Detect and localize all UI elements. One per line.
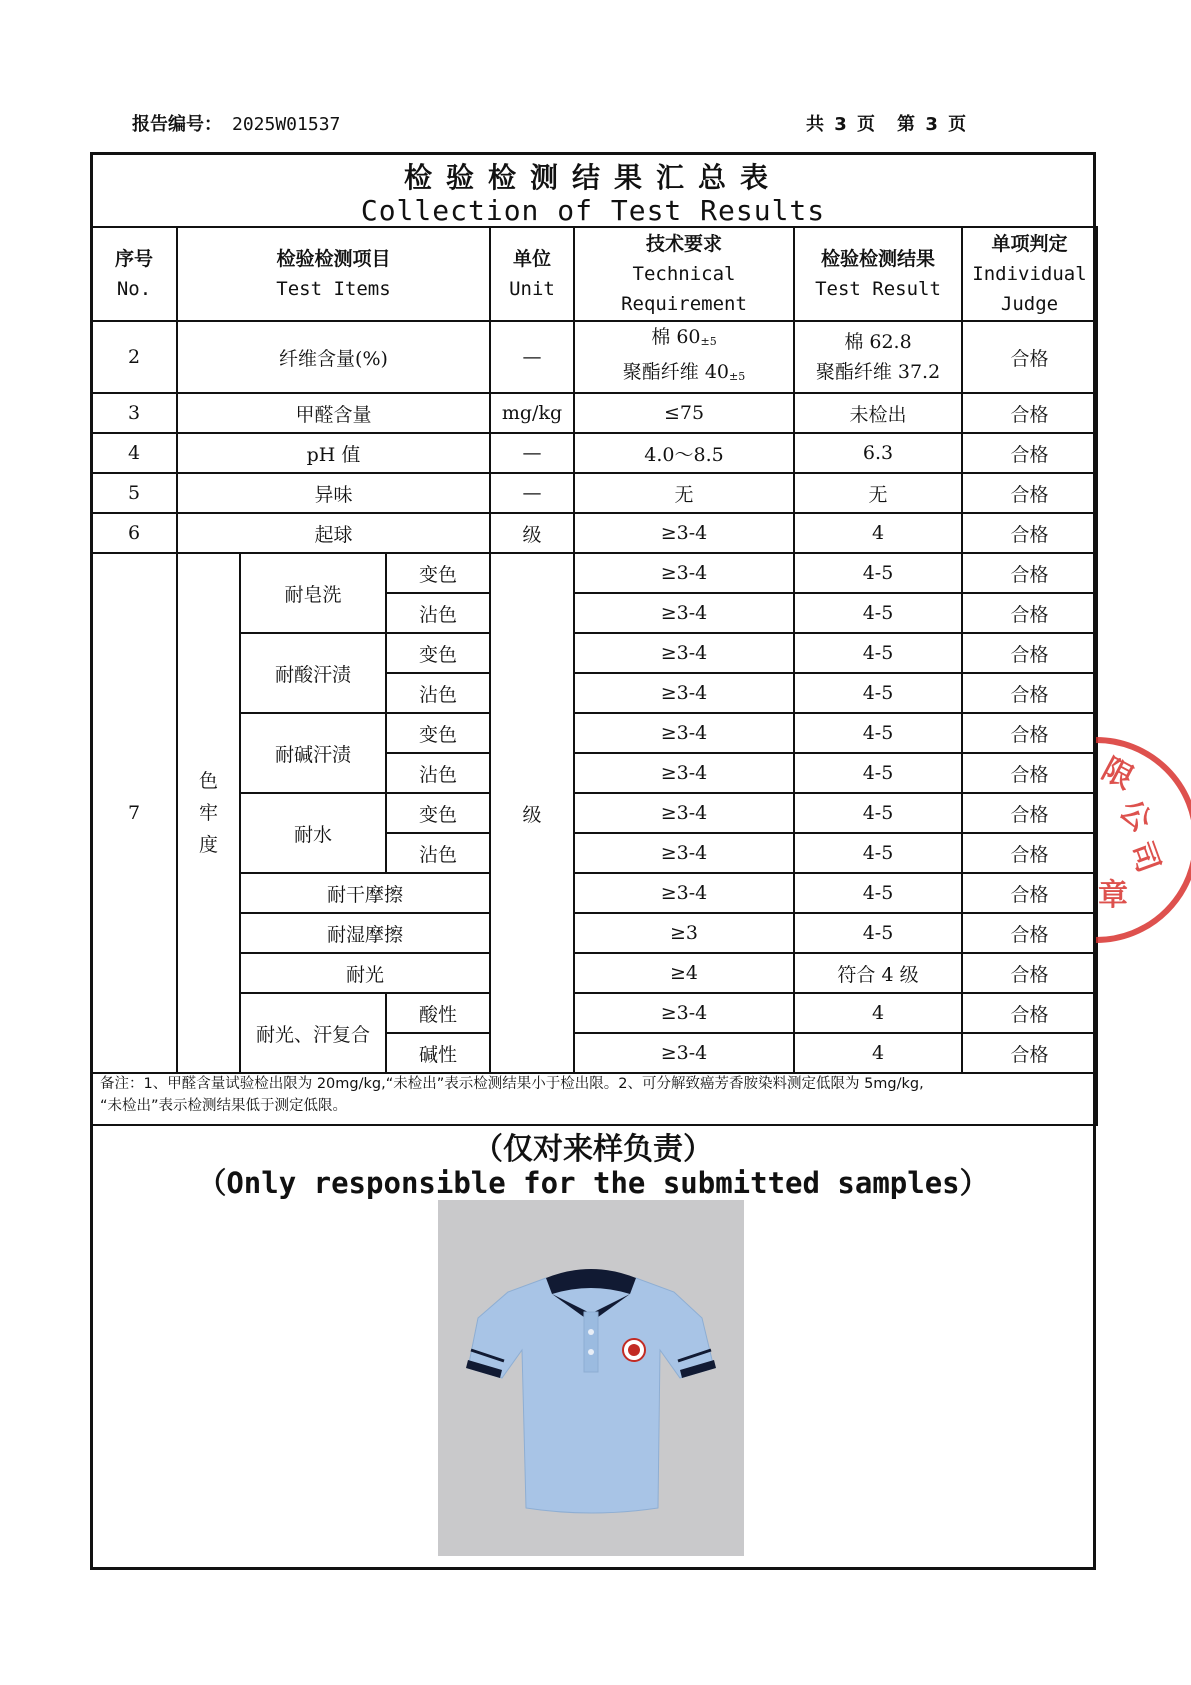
results-table [90, 226, 1098, 1126]
row-unit: 级 [490, 553, 574, 1073]
row-requirement: ≥3-4 [574, 713, 794, 753]
row-unit: 级 [490, 513, 574, 553]
report-number-label: 报告编号： [132, 114, 222, 135]
row-subitem: 变色 [386, 553, 490, 593]
table-row [91, 993, 1097, 1033]
responsibility-statement-en: （Only responsible for the submitted samples） [197, 1166, 989, 1200]
table-row [91, 713, 1097, 753]
row-judge: 合格 [962, 321, 1097, 393]
row-result: 4-5 [794, 673, 962, 713]
row-result: 4 [794, 1033, 962, 1073]
row-requirement: ≥3-4 [574, 793, 794, 833]
row-judge: 合格 [962, 753, 1097, 793]
row-judge: 合格 [962, 713, 1097, 753]
row-requirement: ≥3-4 [574, 593, 794, 633]
row-item: 耐皂洗 [240, 553, 386, 633]
row-item: pH 值 [177, 433, 490, 473]
row-judge: 合格 [962, 673, 1097, 713]
row-judge: 合格 [962, 833, 1097, 873]
title-en: Collection of Test Results [360, 194, 826, 227]
row-unit: — [490, 473, 574, 513]
row-judge: 合格 [962, 393, 1097, 433]
row-requirement: ≥3-4 [574, 833, 794, 873]
row-judge: 合格 [962, 913, 1097, 953]
row-requirement: ≥3-4 [574, 993, 794, 1033]
row-item: 异味 [177, 473, 490, 513]
row-judge: 合格 [962, 1033, 1097, 1073]
svg-text:司: 司 [1122, 837, 1167, 878]
row-no: 5 [91, 473, 177, 513]
row-result: 无 [794, 473, 962, 513]
row-item: 耐光 [240, 953, 490, 993]
row-judge: 合格 [962, 593, 1097, 633]
row-no: 6 [91, 513, 177, 553]
row-result: 4-5 [794, 593, 962, 633]
row-unit: mg/kg [490, 393, 574, 433]
row-requirement: ≥3-4 [574, 633, 794, 673]
table-row [91, 321, 1097, 393]
table-row [91, 433, 1097, 473]
row-result: 4-5 [794, 553, 962, 593]
row-unit: — [490, 321, 574, 393]
row-result: 4-5 [794, 873, 962, 913]
row-judge: 合格 [962, 433, 1097, 473]
row-requirement: 棉 60±5 聚酯纤维 40±5 [574, 321, 794, 393]
row-requirement: 4.0～8.5 [574, 433, 794, 473]
row-subitem: 变色 [386, 633, 490, 673]
row-item: 耐干摩擦 [240, 873, 490, 913]
row-result: 4-5 [794, 793, 962, 833]
svg-text:公: 公 [1112, 793, 1159, 840]
row-judge: 合格 [962, 953, 1097, 993]
table-row [91, 513, 1097, 553]
row-result: 4 [794, 993, 962, 1033]
table-header-row [91, 227, 1097, 321]
row-judge: 合格 [962, 793, 1097, 833]
row-judge: 合格 [962, 513, 1097, 553]
row-item: 耐碱汗渍 [240, 713, 386, 793]
row-result: 6.3 [794, 433, 962, 473]
table-row [91, 873, 1097, 913]
row-requirement: ≥3-4 [574, 673, 794, 713]
row-item: 耐湿摩擦 [240, 913, 490, 953]
row-requirement: ≥3-4 [574, 513, 794, 553]
row-result: 4-5 [794, 913, 962, 953]
row-result: 4-5 [794, 633, 962, 673]
row-requirement: ≤75 [574, 393, 794, 433]
row-requirement: ≥4 [574, 953, 794, 993]
row-requirement: ≥3-4 [574, 553, 794, 593]
row-item: 耐光、汗复合 [240, 993, 386, 1073]
row-no: 3 [91, 393, 177, 433]
svg-text:章: 章 [1098, 878, 1128, 913]
col-header-unit: 单位 Unit [490, 227, 574, 321]
title-cn: 检验检测结果汇总表 [403, 161, 782, 194]
row-result: 棉 62.8 聚酯纤维 37.2 [794, 321, 962, 393]
svg-text:限: 限 [1096, 751, 1140, 797]
colorfastness-group-label: 色 牢 度 [177, 553, 240, 1073]
row-result: 4-5 [794, 753, 962, 793]
row-requirement: 无 [574, 473, 794, 513]
row-judge: 合格 [962, 873, 1097, 913]
row-subitem: 沾色 [386, 673, 490, 713]
row-requirement: ≥3-4 [574, 753, 794, 793]
row-subitem: 沾色 [386, 593, 490, 633]
notes-line-1: 备注：1、甲醛含量试验检出限为 20mg/kg,“未检出”表示检测结果小于检出限。2、可分解致癌芳香胺染料测定低限为 5mg/kg, [100, 1076, 924, 1092]
row-result: 4-5 [794, 713, 962, 753]
report-number [132, 110, 340, 136]
company-seal [1096, 735, 1191, 945]
notes [100, 1073, 1090, 1117]
row-subitem: 沾色 [386, 753, 490, 793]
col-header-no: 序号 No. [91, 227, 177, 321]
row-subitem: 沾色 [386, 833, 490, 873]
row-subitem: 变色 [386, 713, 490, 753]
row-item: 耐水 [240, 793, 386, 873]
row-judge: 合格 [962, 993, 1097, 1033]
row-requirement: ≥3-4 [574, 873, 794, 913]
row-result: 4-5 [794, 833, 962, 873]
row-subitem: 变色 [386, 793, 490, 833]
table-row [91, 793, 1097, 833]
row-no: 7 [91, 553, 177, 1073]
row-result: 未检出 [794, 393, 962, 433]
table-row [91, 633, 1097, 673]
table-row [91, 473, 1097, 513]
row-requirement: ≥3 [574, 913, 794, 953]
col-header-item: 检验检测项目 Test Items [177, 227, 490, 321]
report-number-value: 2025W01537 [232, 114, 341, 135]
row-no: 4 [91, 433, 177, 473]
row-item: 甲醛含量 [177, 393, 490, 433]
row-result: 符合 4 级 [794, 953, 962, 993]
col-header-result: 检验检测结果 Test Result [794, 227, 962, 321]
row-judge: 合格 [962, 553, 1097, 593]
row-unit: — [490, 433, 574, 473]
row-judge: 合格 [962, 473, 1097, 513]
row-judge: 合格 [962, 633, 1097, 673]
row-subitem: 酸性 [386, 993, 490, 1033]
table-row [91, 913, 1097, 953]
table-row [91, 553, 1097, 593]
page-count: 共 3 页 第 3 页 [806, 114, 969, 135]
table-row [91, 393, 1097, 433]
row-item: 纤维含量(%) [177, 321, 490, 393]
row-requirement: ≥3-4 [574, 1033, 794, 1073]
col-header-judge: 单项判定 Individual Judge [962, 227, 1097, 321]
row-subitem: 碱性 [386, 1033, 490, 1073]
row-item: 耐酸汗渍 [240, 633, 386, 713]
responsibility-statement-cn: （仅对来样负责） [473, 1132, 713, 1167]
col-header-requirement: 技术要求 Technical Requirement [574, 227, 794, 321]
row-result: 4 [794, 513, 962, 553]
row-no: 2 [91, 321, 177, 393]
row-item: 起球 [177, 513, 490, 553]
table-row [91, 953, 1097, 993]
notes-line-2: “未检出”表示检测结果低于测定低限。 [100, 1098, 348, 1114]
sample-photo [438, 1200, 744, 1556]
